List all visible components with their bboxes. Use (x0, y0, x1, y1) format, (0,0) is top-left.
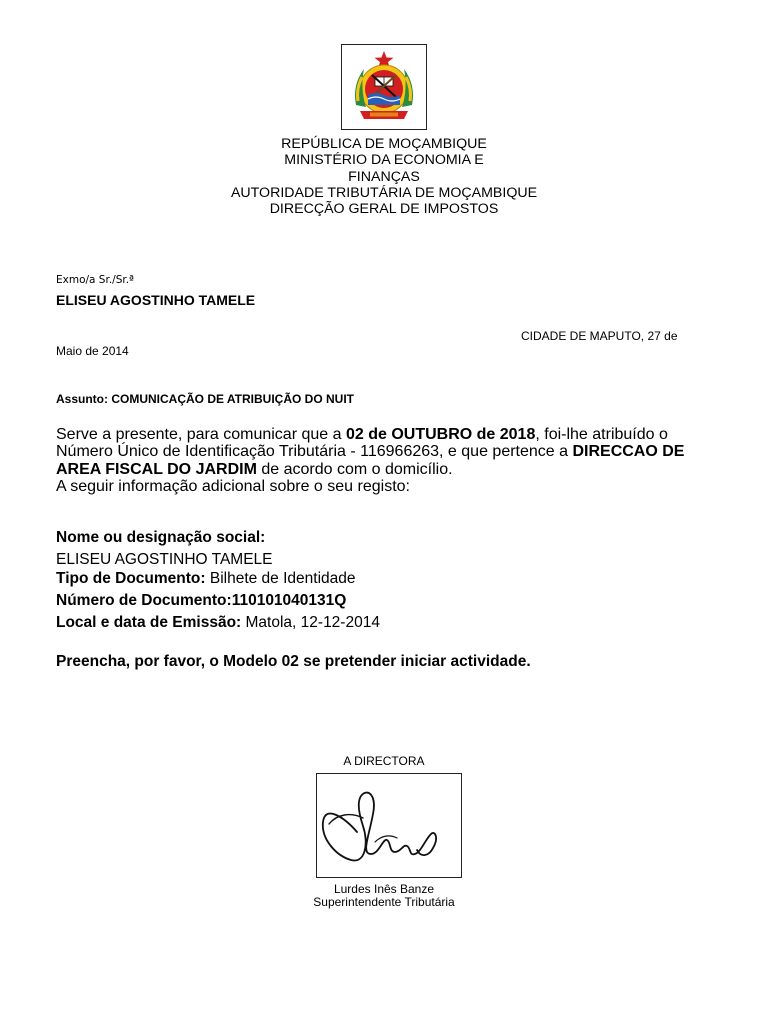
body-paragraph (56, 426, 716, 496)
header-line-authority: AUTORIDADE TRIBUTÁRIA DE MOÇAMBIQUE (230, 184, 538, 201)
header-line-ministry: MINISTÉRIO DA ECONOMIA E (284, 152, 484, 169)
document-number-label: Número de Documento: (56, 592, 232, 609)
date-line-1: CIDADE DE MAPUTO, 27 de (521, 329, 678, 343)
body-text-b: , foi-lhe atribuído o Número Único de Identificação Tributária - 116966263, e que pertence a (56, 426, 668, 461)
name-value: ELISEU AGOSTINHO TAMELE (56, 551, 273, 568)
subject-text: COMUNICAÇÃO DE ATRIBUIÇÃO DO NUIT (111, 392, 354, 406)
name-label: Nome ou designação social: (56, 529, 266, 546)
date-line-2: Maio de 2014 (56, 344, 129, 358)
coat-of-arms-emblem (341, 44, 427, 130)
instruction-text: Preencha, por favor, o Modelo 02 se pretender iniciar actividade. (56, 653, 531, 670)
body-text-additional: A seguir informação adicional sobre o seu registo: (56, 478, 410, 496)
subject-line (56, 392, 354, 406)
handwritten-signature (316, 773, 462, 878)
subject-separator: : (104, 392, 112, 406)
salutation: Exmo/a Sr./Sr.ª (56, 274, 135, 286)
signer-name: Lurdes Inês Banze (333, 882, 435, 896)
document-number-value: 110101040131Q (231, 592, 347, 609)
issue-value: Matola, 12-12-2014 (241, 614, 380, 631)
document-type-value: Bilhete de Identidade (205, 570, 356, 587)
signature-icon (317, 774, 461, 877)
body-text-a: Serve a presente, para comunicar que a (56, 426, 346, 443)
issue-row (56, 614, 380, 632)
document-header (0, 136, 768, 217)
recipient-name: ELISEU AGOSTINHO TAMELE (56, 292, 256, 308)
body-text-c: de acordo com o domicílio. (256, 460, 453, 478)
coat-of-arms-icon (342, 45, 426, 129)
document-number-row (56, 592, 346, 610)
header-line-country: REPÚBLICA DE MOÇAMBIQUE (281, 136, 487, 152)
header-line-directorate: DIRECÇÃO GERAL DE IMPOSTOS (269, 201, 499, 218)
subject-label: Assunto (56, 392, 104, 406)
signature-title: A DIRECTORA (343, 754, 425, 768)
document-type-label: Tipo de Documento: (56, 570, 206, 587)
issue-label: Local e data de Emissão: (56, 614, 242, 631)
header-line-ministry-cont: FINANÇAS (348, 168, 420, 185)
attribution-date: 02 de OUTUBRO de 2018 (345, 426, 536, 443)
document-type-row (56, 570, 356, 588)
signer-block (0, 883, 768, 910)
signer-role: Superintendente Tributária (313, 895, 455, 910)
fiscal-office: DIRECCAO DE AREA FISCAL DO JARDIM (56, 443, 685, 478)
